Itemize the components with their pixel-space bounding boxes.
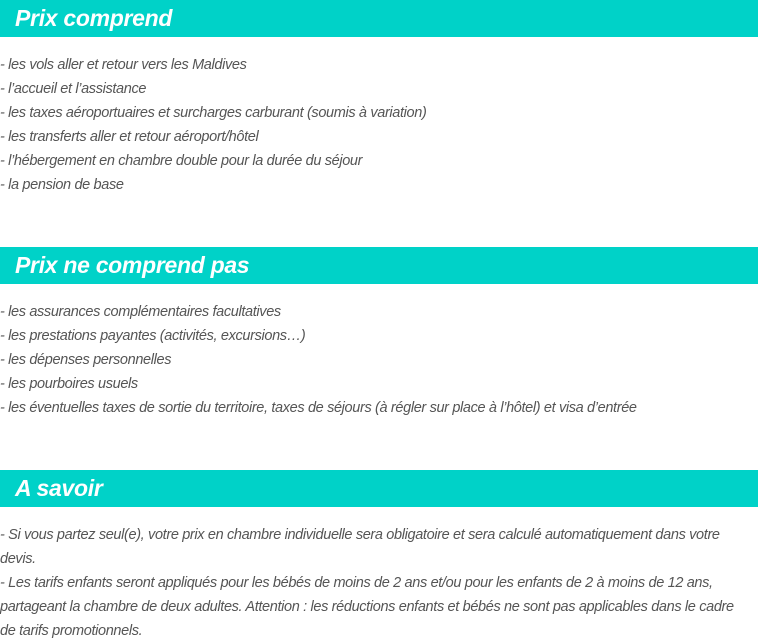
section-title: Prix comprend	[15, 5, 173, 31]
section-header-a-savoir	[0, 470, 758, 507]
list-item: - l’hébergement en chambre double pour la durée du séjour	[0, 153, 363, 169]
included-list	[0, 37, 758, 197]
list-item: - les prestations payantes (activités, excursions…)	[0, 328, 306, 344]
list-item: - les transferts aller et retour aéroport/hôtel	[0, 129, 259, 145]
list-item: - la pension de base	[0, 177, 124, 193]
section-title: Prix ne comprend pas	[15, 252, 250, 278]
info-paragraph: - Les tarifs enfants seront appliqués pour les bébés de moins de 2 ans et/ou pour les enfants de 2 à moins de 12 ans, partageant la chambre de deux adultes. Attention : les réductions enfants et bébés ne sont pas applicables dans le cadre de tarifs promotionnels.	[0, 575, 734, 639]
list-item: - les éventuelles taxes de sortie du territoire, taxes de séjours (à régler sur place à l’hôtel) et visa d’entrée	[0, 400, 637, 416]
section-title: A savoir	[15, 475, 103, 501]
section-prix-ne-comprend-pas	[0, 247, 758, 420]
section-header-prix-ne-comprend-pas	[0, 247, 758, 284]
list-item: - les dépenses personnelles	[0, 352, 172, 368]
list-item: - les pourboires usuels	[0, 376, 138, 392]
list-item: - les taxes aéroportuaires et surcharges carburant (soumis à variation)	[0, 105, 427, 121]
section-a-savoir	[0, 470, 758, 643]
section-prix-comprend	[0, 0, 758, 197]
section-header-prix-comprend	[0, 0, 758, 37]
list-item: - l’accueil et l’assistance	[0, 81, 147, 97]
excluded-list	[0, 284, 758, 420]
list-item: - les vols aller et retour vers les Maldives	[0, 57, 247, 73]
list-item: - les assurances complémentaires facultatives	[0, 304, 281, 320]
info-list	[0, 507, 758, 643]
info-paragraph: - Si vous partez seul(e), votre prix en chambre individuelle sera obligatoire et sera calculé automatiquement dans votre devis.	[0, 527, 720, 567]
